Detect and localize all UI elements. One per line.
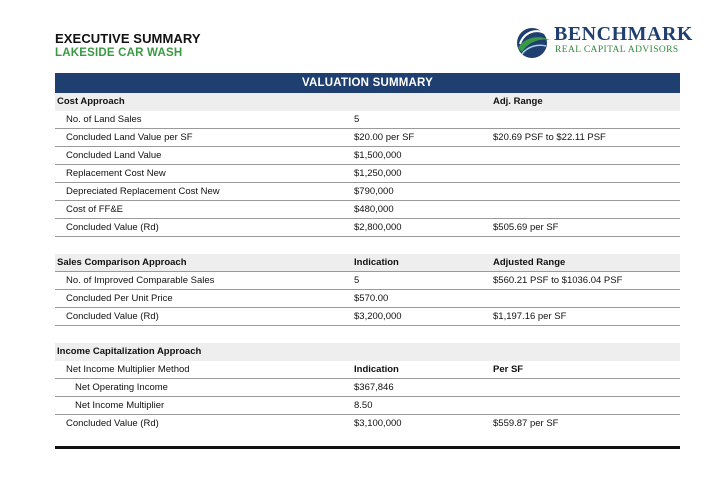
- row-value: $3,100,000: [354, 418, 402, 429]
- valuation-summary-banner: VALUATION SUMMARY: [55, 73, 680, 93]
- row-value: 5: [354, 114, 360, 125]
- row-value: $2,800,000: [354, 222, 402, 233]
- row-extra: $560.21 PSF to $1036.04 PSF: [493, 275, 623, 286]
- table-row: [55, 111, 680, 129]
- table-row: [55, 129, 680, 147]
- row-value: $480,000: [354, 204, 394, 215]
- income-indication-heading: Indication: [354, 364, 399, 375]
- section-spacer: [55, 326, 680, 343]
- row-label: Concluded Value (Rd): [66, 222, 159, 233]
- row-label: Concluded Land Value: [66, 150, 162, 161]
- row-value: $367,846: [354, 382, 394, 393]
- table-row: [55, 397, 680, 415]
- row-value: $3,200,000: [354, 311, 402, 322]
- valuation-summary-table: [55, 73, 680, 433]
- section-spacer: [55, 237, 680, 254]
- table-row: [55, 308, 680, 326]
- row-value: $570.00: [354, 293, 389, 304]
- logo-tagline: REAL CAPITAL ADVISORS: [555, 45, 679, 55]
- per-sf-heading: Per SF: [493, 364, 524, 375]
- table-row: [55, 379, 680, 397]
- table-row: [55, 219, 680, 237]
- row-extra: $559.87 per SF: [493, 418, 559, 429]
- row-label: Net Income Multiplier: [75, 400, 165, 411]
- table-row: [55, 201, 680, 219]
- table-row: [55, 415, 680, 433]
- row-label: Concluded Value (Rd): [66, 311, 159, 322]
- adj-range-heading: Adj. Range: [493, 96, 543, 107]
- property-name: LAKESIDE CAR WASH: [55, 47, 183, 59]
- indication-heading: Indication: [354, 257, 399, 268]
- sales-approach-header: [55, 254, 680, 272]
- income-approach-heading: Income Capitalization Approach: [57, 346, 202, 357]
- row-label: Net Operating Income: [75, 382, 168, 393]
- income-method-label: Net Income Multiplier Method: [66, 364, 190, 375]
- row-extra: $505.69 per SF: [493, 222, 559, 233]
- row-value: 8.50: [354, 400, 373, 411]
- income-approach-header: [55, 343, 680, 361]
- page-title: EXECUTIVE SUMMARY: [55, 31, 201, 46]
- table-row: [55, 272, 680, 290]
- globe-swoosh-icon: [512, 22, 552, 62]
- row-label: Concluded Per Unit Price: [66, 293, 173, 304]
- row-value: $1,250,000: [354, 168, 402, 179]
- row-extra: $20.69 PSF to $22.11 PSF: [493, 132, 606, 143]
- income-method-row: [55, 361, 680, 379]
- cost-approach-header: [55, 93, 680, 111]
- table-row: [55, 183, 680, 201]
- row-value: $1,500,000: [354, 150, 402, 161]
- bottom-rule: [55, 446, 680, 449]
- row-label: No. of Land Sales: [66, 114, 142, 125]
- row-label: No. of Improved Comparable Sales: [66, 275, 215, 286]
- adjusted-range-heading: Adjusted Range: [493, 257, 566, 268]
- row-label: Concluded Value (Rd): [66, 418, 159, 429]
- row-label: Concluded Land Value per SF: [66, 132, 193, 143]
- row-value: $20.00 per SF: [354, 132, 415, 143]
- cost-approach-heading: Cost Approach: [57, 96, 125, 107]
- row-extra: $1,197.16 per SF: [493, 311, 567, 322]
- table-row: [55, 290, 680, 308]
- row-value: 5: [354, 275, 360, 286]
- sales-approach-heading: Sales Comparison Approach: [57, 257, 187, 268]
- table-row: [55, 165, 680, 183]
- benchmark-logo: [512, 22, 693, 62]
- row-label: Depreciated Replacement Cost New: [66, 186, 220, 197]
- row-label: Replacement Cost New: [66, 168, 166, 179]
- row-value: $790,000: [354, 186, 394, 197]
- table-row: [55, 147, 680, 165]
- row-label: Cost of FF&E: [66, 204, 124, 215]
- logo-name: BENCHMARK: [554, 23, 693, 45]
